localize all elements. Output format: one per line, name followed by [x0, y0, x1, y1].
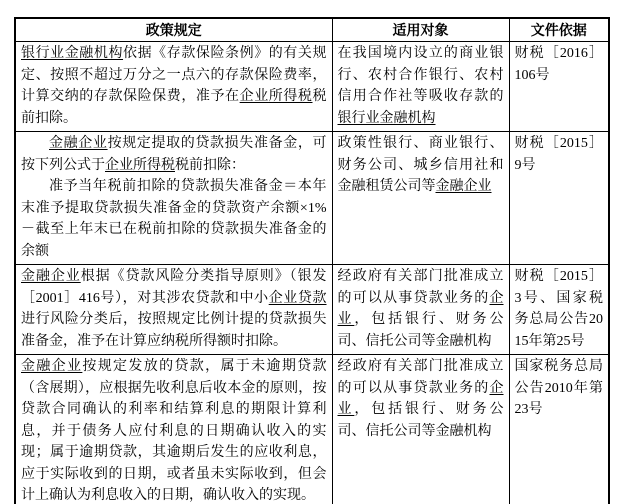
table-row [15, 132, 609, 265]
policy-table [14, 17, 610, 504]
table-body [15, 42, 609, 504]
paragraph [338, 266, 504, 352]
text-segment: ，包括银行、财务公司、信托公司等金融机构 [337, 402, 504, 439]
paragraph [21, 356, 327, 504]
linked-term[interactable]: 企业所得税 [105, 157, 175, 173]
column-header-basis: 文件依据 [509, 18, 609, 42]
paragraph [515, 43, 604, 86]
paragraph [515, 266, 604, 352]
document-basis-cell [509, 265, 609, 355]
text-segment: 政策性银行、商业银行、财务公司、城乡信用社和金融租赁公司等 [337, 136, 504, 194]
applicable-target-cell [332, 42, 509, 132]
paragraph [21, 266, 327, 352]
applicable-target-cell [332, 355, 509, 504]
document-basis-cell [509, 42, 609, 132]
linked-term[interactable]: 企业 [337, 290, 504, 327]
policy-cell [15, 132, 332, 265]
linked-term[interactable]: 金融企业 [21, 269, 81, 284]
linked-term[interactable]: 企业贷款 [268, 290, 327, 306]
text-segment: 按规定发放的贷款，属于未逾期贷款（含展期），应根据先收利息后收本金的原则，按贷款合同确认的利率和结算利息的期限计算利息，并于债务人应付利息的日期确认收入的实现；属于逾期贷款，其逾期后发生的应收利息，应于实际收到的日期，或者虽未实际收到，但会计上确认为利息收入的日期，确认收入的实现。 [21, 359, 327, 503]
text-segment: 财税［2015］9号 [514, 136, 603, 173]
paragraph [338, 356, 504, 442]
text-segment: 税前扣除： [175, 157, 245, 173]
text-segment: 进行风险分类后，按照规定比例计提的贷款损失准备金，准予在计算应纳税所得额时扣除。 [21, 312, 327, 349]
paragraph [515, 356, 604, 421]
table-row [15, 42, 609, 132]
applicable-target-cell [332, 265, 509, 355]
text-segment: 税前扣除。 [21, 89, 327, 126]
text-segment: 按规定提取的贷款损失准备金，可按下列公式于 [21, 136, 327, 173]
text-segment: 经政府有关部门批准成立的可以从事贷款业务的 [337, 359, 504, 396]
paragraph [21, 43, 327, 129]
paragraph [21, 176, 327, 262]
linked-term[interactable]: 金融企业 [435, 179, 492, 194]
paragraph [515, 133, 604, 176]
linked-term[interactable]: 银行业金融机构 [337, 110, 436, 126]
document-basis-cell [509, 355, 609, 504]
text-segment: 在我国境内设立的商业银行、农村合作银行、农村信用合作社等吸收存款的 [337, 46, 504, 104]
document-basis-cell [509, 132, 609, 265]
linked-term[interactable]: 企业 [337, 380, 504, 417]
table-row [15, 265, 609, 355]
linked-term[interactable]: 银行业金融机构 [21, 46, 124, 61]
linked-term[interactable]: 金融企业 [21, 359, 83, 374]
policy-cell [15, 355, 332, 504]
paragraph [21, 133, 327, 176]
linked-term[interactable]: 金融企业 [49, 136, 108, 151]
paragraph [338, 133, 504, 198]
text-segment: 依据《存款保险条例》的有关规定、按照不超过万分之一点六的存款保险费率，计算交纳的存款保险保费，准予在 [21, 46, 327, 104]
text-segment: 经政府有关部门批准成立的可以从事贷款业务的 [337, 269, 504, 306]
applicable-target-cell [332, 132, 509, 265]
text-segment: 准予当年税前扣除的贷款损失准备金＝本年末准予提取贷款损失准备金的贷款资产余额×1%－截至上年末已在税前扣除的贷款损失准备金的余额 [21, 179, 327, 259]
text-segment: 根据《贷款风险分类指导原则》（银发［2001］416号），对其涉农贷款和中小 [21, 269, 327, 306]
column-header-policy: 政策规定 [15, 18, 332, 42]
text-segment: ，包括银行、财务公司、信托公司等金融机构 [337, 312, 504, 349]
policy-cell [15, 265, 332, 355]
paragraph [338, 43, 504, 129]
text-segment: 财税［2015］3号、国家税务总局公告2015年第25号 [514, 269, 603, 349]
table-row [15, 355, 609, 504]
column-header-target: 适用对象 [332, 18, 509, 42]
text-segment: 国家税务总局公告2010年第23号 [514, 359, 603, 417]
linked-term[interactable]: 企业所得税 [239, 89, 313, 104]
text-segment: 财税［2016］106号 [514, 46, 603, 83]
policy-cell [15, 42, 332, 132]
table-header-row [15, 18, 609, 42]
